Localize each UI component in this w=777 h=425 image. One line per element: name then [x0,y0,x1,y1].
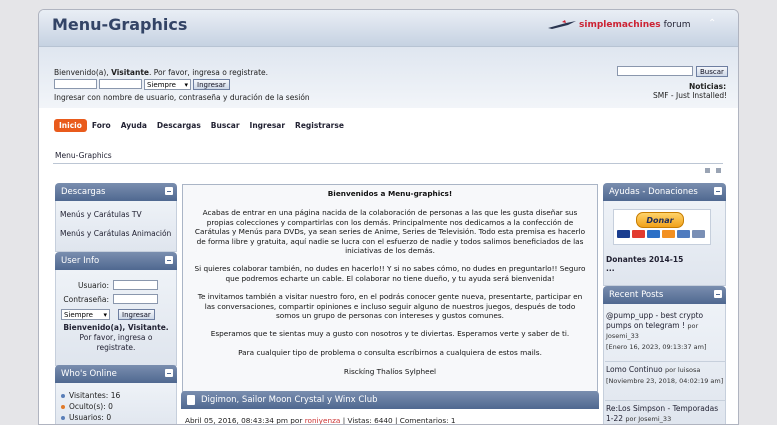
welcome-p1-l4: de forma libre y gratuita, aquí nadie se lucra con el esfuerzo de nadie y todos salimos beneficiados de las [196,236,584,246]
sidebar-session-value: Siempre [64,310,93,319]
site-title[interactable]: Menu-Graphics [52,15,188,34]
amex-card-icon [647,230,660,238]
password-label: Contraseña: [63,295,109,304]
recent-post-1-author[interactable]: por Josemi_33 [606,321,699,340]
visa-card-icon [617,230,630,238]
search-button[interactable]: Buscar [696,66,728,77]
sidebar-welcome-line1: Bienvenido(a), Visitante. [63,323,169,332]
breadcrumb[interactable]: Menu-Graphics [55,151,112,160]
visitor-icon [61,394,65,398]
recent-post-3 [606,404,726,424]
collapse-icon[interactable] [714,290,722,298]
paypal-card-icon [692,230,705,238]
who-visitors [61,391,120,400]
welcome-p1-l1: Acabas de entrar en una página nacida de la colaboración de personas a las que les gusta diseñar sus [202,208,578,217]
collapse-icon[interactable] [165,187,173,195]
whos-online-panel-header [55,365,177,383]
menu-item-registrarse[interactable]: Registrarse [295,121,344,130]
donors-more: ... [606,264,615,273]
news-label: Noticias: [689,82,727,91]
collapse-left-icon[interactable] [705,168,710,173]
news-item-header[interactable] [181,391,599,409]
who-hidden-text: Oculto(s): 0 [69,402,113,411]
bank-card-icon [677,230,690,238]
divider [605,400,726,401]
quick-login [54,79,230,90]
welcome-user: Visitante [111,68,149,77]
mastercard-icon [632,230,645,238]
divider [605,361,726,362]
news-stats: | Vistas: 6440 | Comentarios: 1 [340,416,456,425]
recent-post-1-date: [Enero 16, 2023, 09:13:37 am] [606,342,707,351]
donations-title: Ayudas - Donaciones [609,187,698,197]
logo-text-forum: forum [663,20,691,30]
downloads-panel-header [55,183,177,201]
recent-post-2-author[interactable]: por luisosa [665,366,701,374]
userinfo-title: User Info [61,256,100,266]
discover-card-icon [662,230,675,238]
password-input[interactable] [99,79,142,89]
smf-logo-icon [548,20,576,30]
news-date: Abril 05, 2016, 08:43:34 pm por [185,416,305,425]
whos-online-title: Who's Online [61,369,117,379]
chevron-down-icon: ▾ [184,80,188,89]
panel-toggle-icons [705,168,721,173]
document-icon [187,395,195,405]
user-bar [39,47,738,108]
recent-posts-panel-header [603,286,726,304]
session-length-select[interactable] [144,79,191,90]
menu-item-foro[interactable]: Foro [91,121,111,130]
welcome-prefix: Bienvenido(a), [54,68,112,77]
news-text: SMF - Just Installed! [653,91,728,100]
welcome-heading: Bienvenidos a Menu-graphics! [327,189,453,198]
recent-post-1 [606,311,726,352]
welcome-signature: Risckíng Thalíos Sylpheel [343,367,437,376]
who-visitors-text: Visitantes: 16 [69,391,121,400]
chevron-down-icon: ▾ [103,310,107,319]
sidebar-welcome-line2: Por favor, ingresa o [79,333,153,342]
who-users [61,413,111,422]
link-menus-tv[interactable]: Menús y Carátulas TV [60,210,142,219]
downloads-panel [55,201,177,252]
payment-cards [617,230,705,238]
sidebar-password-input[interactable] [113,294,158,304]
link-menus-animacion[interactable]: Menús y Carátulas Animación [60,229,172,238]
session-length-value: Siempre [147,80,176,89]
divider [53,163,723,164]
who-users-text: Usuarios: 0 [69,413,112,422]
username-label: Usuario: [77,281,109,290]
sidebar-session-select[interactable] [61,309,110,320]
news-author-link[interactable]: roniyenza [304,416,341,425]
recent-posts-title: Recent Posts [609,290,664,300]
collapse-header-icon[interactable]: ⌃ [708,18,717,29]
welcome-p3-l2: las conversaciones, compartir opiniones e incluso seguir alguno de nuestros juegos, después de todo [204,301,576,311]
menu-item-descargas[interactable]: Descargas [156,121,201,130]
sidebar-username-input[interactable] [113,280,158,290]
recent-post-3-author[interactable]: por Josemi_33 [625,414,672,423]
sidebar-login-button[interactable]: Ingresar [118,309,155,320]
paypal-donate-button[interactable] [613,209,711,245]
menu-item-ayuda[interactable]: Ayuda [120,121,147,130]
downloads-title: Descargas [61,187,106,197]
welcome-p4: Esperamos que te sientas muy a gusto con nosotros y te diviertas. Esperamos verte y saber de ti. [210,329,570,338]
collapse-icon[interactable] [165,369,173,377]
user-icon [61,416,65,420]
collapse-icon[interactable] [165,256,173,264]
welcome-p5: Para cualquier tipo de problema o consulta escríbirnos a cualquiera de estos mails. [238,348,542,357]
hidden-user-icon [61,405,65,409]
collapse-right-icon[interactable] [716,168,721,173]
search-input[interactable] [617,66,693,76]
recent-post-2-date: [Noviembre 23, 2018, 04:02:19 am] [606,376,724,385]
recent-post-3-title[interactable]: Re:Los Simpson - Temporadas 1-22 [606,404,719,423]
forum-page [38,9,739,425]
login-note: Ingresar con nombre de usuario, contraseña y duración de la sesión [54,93,310,102]
username-input[interactable] [54,79,97,89]
donors-link[interactable]: Donantes 2014-15 [606,255,684,264]
welcome-p1-l2: propias colecciones y compartirlas con los demás. Principalmente nos dedicamos a la confección de [206,217,574,227]
site-header [39,10,738,47]
welcome-p2-l2: que podremos echarte un cable. El colaborar no tiene dueño, y tu ayuda será bienvenida! [225,273,555,283]
recent-post-2-title[interactable]: Lomo Continuo [606,365,663,374]
recent-post-1-title[interactable]: @pump_upp - best crypto pumps on telegram ! [606,311,704,330]
main-menu [54,119,349,132]
welcome-p3-l3: somos un grupo de personas con intereses y gustos comunes. [276,311,504,320]
menu-item-ingresar[interactable]: Ingresar [249,121,286,130]
welcome-box [182,184,598,392]
news-item-title[interactable]: Digimon, Sailor Moon Crystal y Winx Club [201,395,378,405]
login-button[interactable]: Ingresar [193,79,230,90]
sidebar-welcome-line3[interactable]: registrate. [96,343,136,352]
userinfo-panel-header [55,252,177,270]
welcome-p1-l3: Carátulas y Menús para DVDs, ya sean series de Anime, Series de Televisión. Todo esta premisa es hacerlo [194,227,586,236]
menu-item-inicio[interactable]: Inicio [54,119,87,132]
welcome-p3-l1: Te invitamos también a visitar nuestro foro, en el podrás conocer gente nueva, presentarte, participar en [197,292,583,301]
donate-label: Donar [636,212,684,228]
welcome-suffix: . Por favor, ingresa o registrate. [149,68,269,77]
smf-logo[interactable] [548,17,690,33]
menu-item-buscar[interactable]: Buscar [210,121,240,130]
welcome-p2-l1: Si quieres colaborar también, no dudes en hacerlo!! Y si no sabes cómo, no dudes en preguntarlo!! Seguro [194,264,586,273]
logo-text-simplemachines: simplemachines [579,20,661,30]
recent-post-2 [606,365,726,386]
collapse-icon[interactable] [714,187,722,195]
who-hidden [61,402,113,411]
news-item-meta [185,416,456,425]
welcome-text [54,68,268,77]
welcome-p1-l5: iniciativas de los demás. [345,246,435,255]
donations-panel-header [603,183,726,201]
